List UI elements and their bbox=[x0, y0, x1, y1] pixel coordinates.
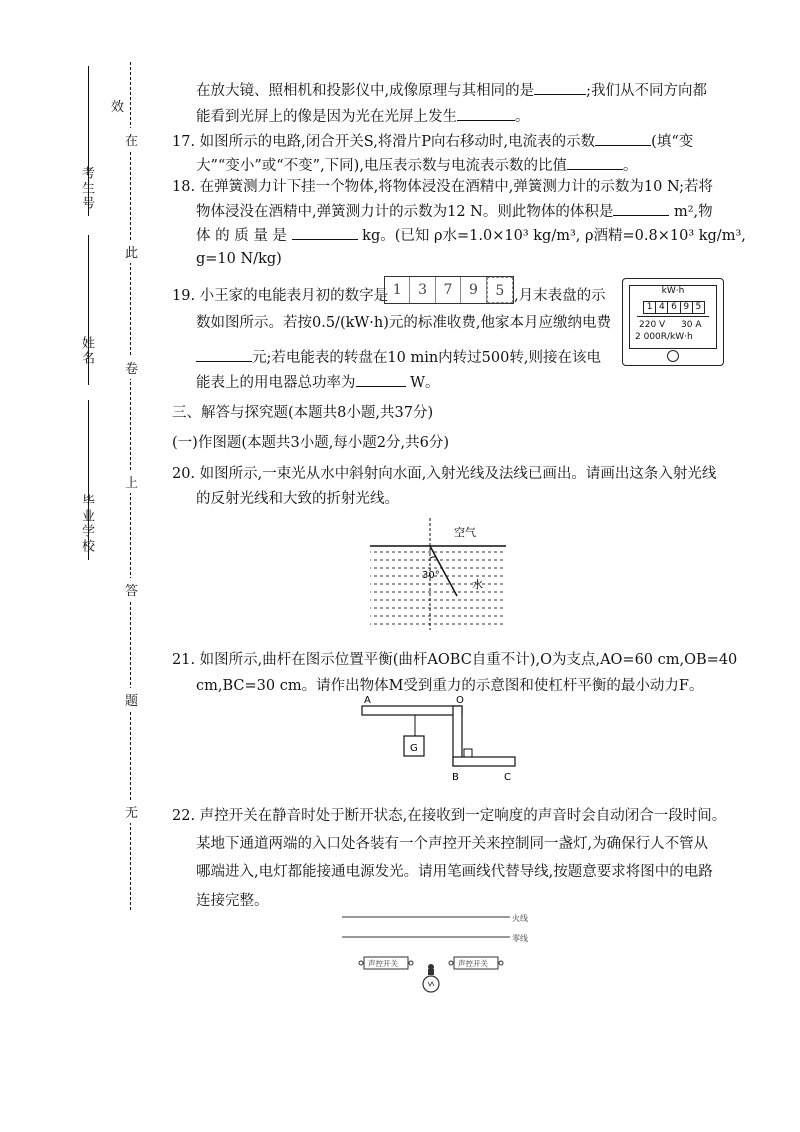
seal-char: 答 bbox=[125, 578, 138, 601]
answer-blank[interactable] bbox=[196, 347, 252, 362]
answer-blank[interactable] bbox=[567, 155, 623, 170]
q22-line1: 22. 声控开关在静音时处于断开状态,在接收到一定响度的声音时会自动闭合一段时间。 bbox=[172, 808, 727, 824]
q19-line1: 19. 小王家的电能表月初的数字是 bbox=[172, 288, 389, 304]
answer-blank[interactable] bbox=[356, 372, 406, 387]
answer-blank[interactable] bbox=[457, 106, 515, 121]
section-title: 三、解答与探究题(本题共8小题,共37分) bbox=[172, 405, 434, 421]
terminal-icon bbox=[409, 961, 413, 965]
meter-voltage: 220 V bbox=[639, 320, 666, 330]
q21-line2: cm,BC=30 cm。请作出物体M受到重力的示意图和使杠杆平衡的最小动力F。 bbox=[196, 678, 704, 694]
q16-line2: 能看到光屏上的像是因为光在光屏上发生 。 bbox=[196, 106, 530, 127]
reading-digit: 1 bbox=[385, 277, 410, 303]
point-O: O bbox=[456, 695, 464, 706]
meter-current: 30 A bbox=[681, 320, 702, 330]
refraction-figure bbox=[368, 516, 508, 632]
q17-line1: 17. 如图所示的电路,闭合开关S,将滑片P向右移动时,电流表的示数 (填“变 bbox=[172, 131, 693, 152]
seal-char: 效 bbox=[111, 100, 125, 115]
q18-line1: 18. 在弹簧测力计下挂一个物体,将物体浸没在酒精中,弹簧测力计的示数为10 N;若将 bbox=[172, 179, 713, 195]
q18-line4: g=10 N/kg) bbox=[196, 251, 282, 267]
q22-line2: 某地下通道两端的入口处各装有一个声控开关来控制同一盏灯,为确保行人不管从 bbox=[196, 836, 709, 852]
point-B: B bbox=[452, 772, 459, 783]
meter-start-reading bbox=[384, 276, 514, 304]
seal-char: 题 bbox=[125, 688, 138, 711]
electricity-meter-figure bbox=[622, 278, 724, 366]
q19-line2: 数如图所示。若按0.5/(kW·h)元的标准收费,他家本月应缴纳电费 bbox=[196, 315, 612, 331]
reading-digit: 9 bbox=[461, 277, 486, 303]
answer-blank[interactable] bbox=[595, 131, 651, 146]
q18-line3: 体 的 质 量 是 kg。(已知 ρ水=1.0×10³ kg/m³, ρ酒精=0.8×10³ kg/m³, bbox=[196, 225, 746, 246]
answer-blank[interactable] bbox=[534, 80, 586, 95]
reading-digit: 7 bbox=[436, 277, 461, 303]
answer-blank[interactable] bbox=[613, 201, 669, 216]
terminal-icon bbox=[449, 961, 453, 965]
reading-digit: 3 bbox=[410, 277, 435, 303]
water-region bbox=[370, 546, 506, 630]
q21-line1: 21. 如图所示,曲杆在图示位置平衡(曲杆AOBC自重不计),O为支点,AO=60 cm,OB=40 bbox=[172, 652, 738, 668]
circuit-figure bbox=[338, 910, 538, 1000]
school-label: 毕业学校 bbox=[79, 494, 94, 554]
weight-label: G bbox=[410, 743, 418, 754]
q22-line3: 哪端进入,电灯都能接通电源发光。请用笔画线代替导线,按题意要求将图中的电路 bbox=[196, 864, 713, 880]
switch-1-label: 声控开关 bbox=[368, 959, 398, 968]
meter-screw-icon bbox=[667, 350, 679, 362]
q19-line1b: ,月末表盘的示 bbox=[514, 288, 606, 304]
point-A: A bbox=[364, 695, 371, 706]
reading-digit: 5 bbox=[487, 277, 513, 303]
seal-char: 上 bbox=[125, 470, 138, 493]
lever-arm-AO bbox=[362, 706, 462, 715]
seal-char: 卷 bbox=[125, 356, 138, 379]
seal-char: 无 bbox=[125, 800, 138, 823]
seal-char: 在 bbox=[125, 128, 138, 151]
water-label: 水 bbox=[472, 578, 483, 591]
meter-end-reading: 1 4 6 9 5 bbox=[643, 301, 705, 314]
q20-line1: 20. 如图所示,一束光从水中斜射向水面,入射光线及法线已画出。请画出这条入射光线 bbox=[172, 466, 717, 482]
live-wire-label: 火线 bbox=[512, 914, 528, 923]
q19-line3: 元;若电能表的转盘在10 min内转过500转,则接在该电 bbox=[196, 347, 601, 368]
exam-number-label: 考生号 bbox=[79, 166, 94, 211]
angle-label: 30° bbox=[422, 570, 440, 581]
seal-char: 此 bbox=[125, 240, 138, 263]
right-angle-mark bbox=[464, 749, 472, 757]
q20-line2: 的反射光线和大致的折射光线。 bbox=[196, 491, 399, 507]
q18-line2: 物体浸没在酒精中,弹簧测力计的示数为12 N。则此物体的体积是 m²,物 bbox=[196, 201, 713, 222]
lever-arm-BC bbox=[453, 757, 515, 766]
terminal-icon bbox=[499, 961, 503, 965]
q22-line4: 连接完整。 bbox=[196, 893, 269, 909]
name-label: 姓名 bbox=[79, 336, 94, 366]
lever-figure bbox=[352, 694, 532, 784]
subsection-title: (一)作图题(本题共3小题,每小题2分,共6分) bbox=[172, 435, 450, 451]
meter-revolutions: 2 000R/kW·h bbox=[635, 332, 693, 342]
neutral-wire-label: 零线 bbox=[512, 934, 528, 943]
switch-2-label: 声控开关 bbox=[458, 959, 488, 968]
point-C: C bbox=[504, 772, 511, 783]
meter-disc-line bbox=[637, 316, 709, 317]
q17-line2: 大”“变小”或“不变”,下同),电压表示数与电流表示数的比值 。 bbox=[196, 155, 637, 176]
meter-unit: kW·h bbox=[661, 286, 685, 296]
air-label: 空气 bbox=[454, 526, 476, 539]
answer-blank[interactable] bbox=[292, 225, 358, 240]
terminal-icon bbox=[359, 961, 363, 965]
q16-line1: 在放大镜、照相机和投影仪中,成像原理与其相同的是 ;我们从不同方向都 bbox=[196, 80, 707, 101]
q19-line4: 能表上的用电器总功率为 W。 bbox=[196, 372, 440, 393]
lamp-base bbox=[428, 969, 434, 975]
